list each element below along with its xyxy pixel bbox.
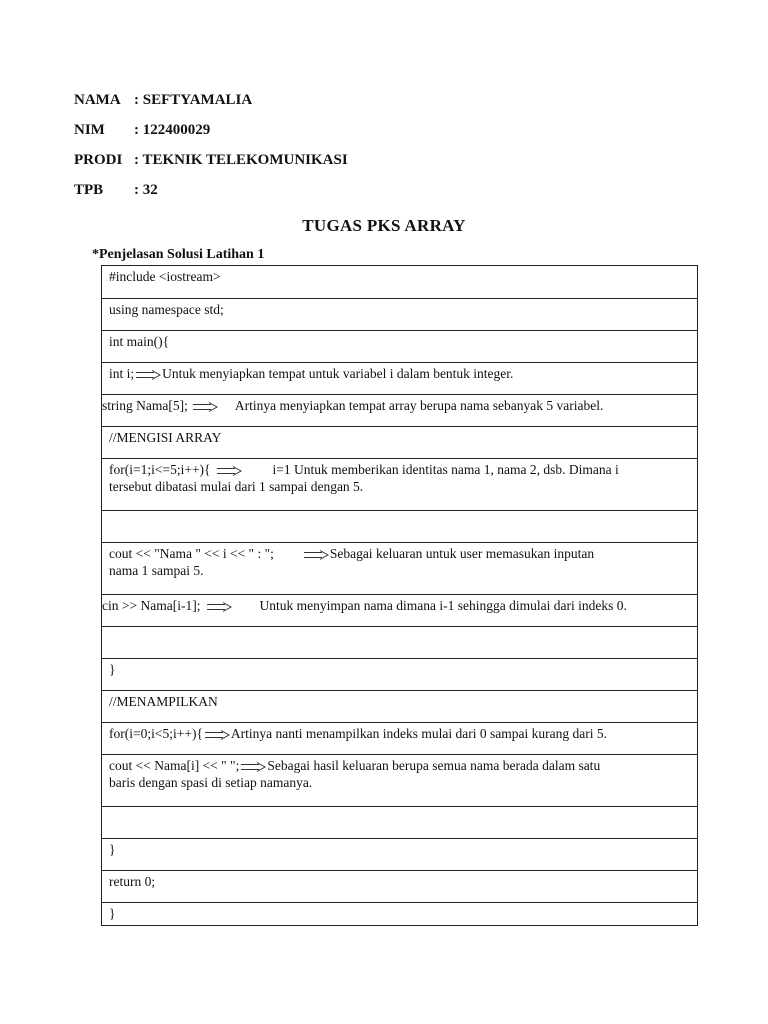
table-row bbox=[102, 395, 698, 427]
explanation-text: baris dengan spasi di setiap namanya. bbox=[109, 775, 313, 790]
double-arrow-right-icon bbox=[206, 602, 232, 612]
code-text: for(i=0;i<5;i++){ bbox=[109, 726, 203, 741]
table-row bbox=[102, 871, 698, 903]
page-title: TUGAS PKS ARRAY bbox=[302, 216, 466, 235]
table-row bbox=[102, 659, 698, 691]
table-row bbox=[102, 595, 698, 627]
code-text: int i; bbox=[109, 366, 135, 381]
explanation-text: Artinya menyiapkan tempat array berupa nama sebanyak 5 variabel. bbox=[234, 398, 604, 413]
table-row bbox=[102, 266, 698, 299]
nama-value: : SEFTYAMALIA bbox=[134, 92, 253, 108]
code-cell bbox=[102, 755, 698, 807]
double-arrow-right-icon bbox=[204, 730, 230, 740]
code-text: cout << Nama[i] << " "; bbox=[109, 758, 240, 773]
tpb-line bbox=[74, 181, 158, 199]
code-text: cout << "Nama " << i << " : "; bbox=[109, 546, 274, 561]
code-cell: #include <iostream> bbox=[102, 266, 698, 299]
table-row bbox=[102, 427, 698, 459]
double-arrow-right-icon bbox=[303, 550, 329, 560]
tpb-label: TPB bbox=[74, 182, 104, 198]
code-cell bbox=[102, 395, 698, 427]
code-cell bbox=[102, 723, 698, 755]
table-row bbox=[102, 543, 698, 595]
table-row bbox=[102, 723, 698, 755]
code-cell: int main(){ bbox=[102, 331, 698, 363]
code-cell: //MENAMPILKAN bbox=[102, 691, 698, 723]
double-arrow-right-icon bbox=[240, 762, 266, 772]
explanation-text: i=1 Untuk memberikan identitas nama 1, nama 2, dsb. Dimana i bbox=[272, 462, 619, 477]
double-arrow-right-icon bbox=[192, 402, 218, 412]
explanation-text: Artinya nanti menampilkan indeks mulai dari 0 sampai kurang dari 5. bbox=[230, 726, 607, 741]
prodi-line bbox=[74, 151, 348, 169]
nama-label: NAMA bbox=[74, 92, 121, 108]
table-row bbox=[102, 839, 698, 871]
empty-cell bbox=[102, 511, 698, 543]
code-text: cin >> Nama[i-1]; bbox=[102, 598, 201, 613]
table-row bbox=[102, 299, 698, 331]
code-cell: } bbox=[102, 903, 698, 926]
table-row bbox=[102, 363, 698, 395]
code-cell: } bbox=[102, 659, 698, 691]
code-table bbox=[101, 265, 698, 926]
explanation-text: Untuk menyimpan nama dimana i-1 sehingga dimulai dari indeks 0. bbox=[259, 598, 627, 613]
empty-cell bbox=[102, 807, 698, 839]
explanation-text: Sebagai keluaran untuk user memasukan inputan bbox=[329, 546, 595, 561]
code-cell bbox=[102, 543, 698, 595]
code-cell bbox=[102, 363, 698, 395]
code-text: for(i=1;i<=5;i++){ bbox=[109, 462, 211, 477]
code-cell: //MENGISI ARRAY bbox=[102, 427, 698, 459]
table-row bbox=[102, 459, 698, 511]
table-row bbox=[102, 331, 698, 363]
code-cell bbox=[102, 459, 698, 511]
tpb-value: : 32 bbox=[134, 182, 158, 198]
double-arrow-right-icon bbox=[216, 466, 242, 476]
prodi-value: : TEKNIK TELEKOMUNIKASI bbox=[134, 152, 348, 168]
nim-line bbox=[74, 121, 210, 139]
explanation-text: tersebut dibatasi mulai dari 1 sampai dengan 5. bbox=[109, 479, 364, 494]
table-row bbox=[102, 691, 698, 723]
code-cell: } bbox=[102, 839, 698, 871]
table-row bbox=[102, 627, 698, 659]
empty-cell bbox=[102, 627, 698, 659]
explanation-text: Sebagai hasil keluaran berupa semua nama berada dalam satu bbox=[267, 758, 601, 773]
explanation-text: nama 1 sampai 5. bbox=[109, 563, 204, 578]
nama-line bbox=[74, 91, 252, 109]
nim-label: NIM bbox=[74, 122, 105, 138]
table-row bbox=[102, 755, 698, 807]
explanation-text: Untuk menyiapkan tempat untuk variabel i dalam bentuk integer. bbox=[162, 366, 514, 381]
code-text: string Nama[5]; bbox=[102, 398, 188, 413]
code-cell bbox=[102, 595, 698, 627]
double-arrow-right-icon bbox=[135, 370, 161, 380]
table-row bbox=[102, 903, 698, 926]
code-cell: return 0; bbox=[102, 871, 698, 903]
section-subtitle: *Penjelasan Solusi Latihan 1 bbox=[92, 247, 265, 262]
nim-value: : 122400029 bbox=[134, 122, 211, 138]
prodi-label: PRODI bbox=[74, 152, 123, 168]
table-row bbox=[102, 807, 698, 839]
code-cell: using namespace std; bbox=[102, 299, 698, 331]
table-row bbox=[102, 511, 698, 543]
